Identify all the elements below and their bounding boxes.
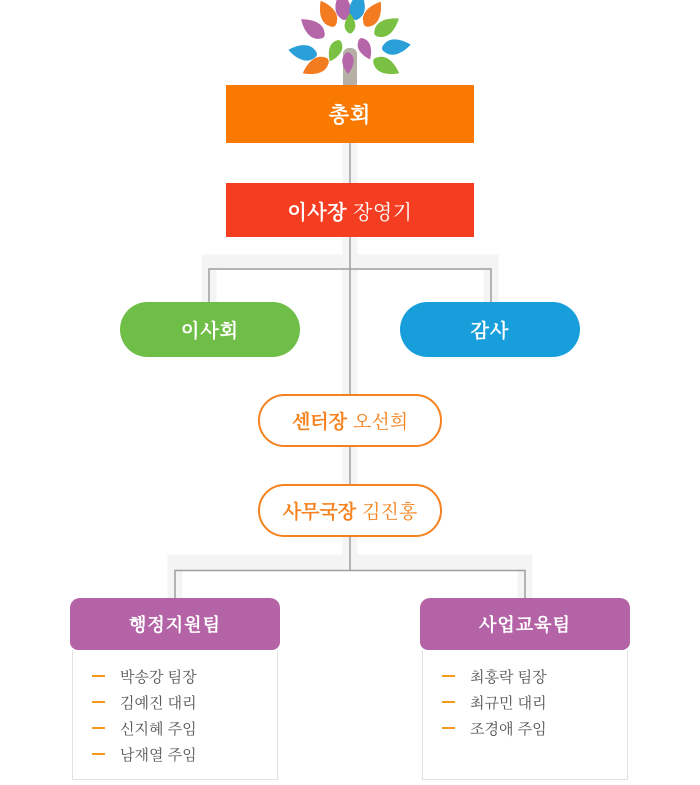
tree-crown (287, 0, 412, 80)
dash-bullet-icon (92, 753, 105, 755)
member-item (423, 715, 627, 741)
secretary-general-name: 김진홍 (362, 502, 418, 523)
dash-bullet-icon (92, 701, 105, 703)
dash-bullet-icon (442, 675, 455, 677)
member-name: 박송강 팀장 (120, 668, 197, 686)
team-admin-support-header (70, 598, 280, 650)
node-board-label: 이사회 (180, 321, 240, 342)
dash-bullet-icon (442, 701, 455, 703)
team-business-education-member-list (422, 650, 628, 780)
node-secretary-general (258, 484, 442, 537)
center-director-name: 오선희 (353, 412, 409, 433)
dash-bullet-icon (442, 727, 455, 729)
member-name: 김예진 대리 (120, 694, 197, 712)
team-admin-support-title: 행정지원팀 (129, 615, 221, 635)
team-admin-support-member-list (72, 650, 278, 780)
team-business-education-title: 사업교육팀 (479, 615, 571, 635)
node-chairman (226, 183, 474, 237)
node-auditor-label: 감사 (470, 321, 510, 342)
member-name: 최규민 대리 (470, 694, 547, 712)
member-name: 조경애 주임 (470, 720, 547, 738)
node-center-director (258, 394, 442, 447)
chairman-title: 이사장 (287, 201, 347, 224)
node-auditor (400, 302, 580, 357)
node-board (120, 302, 300, 357)
dash-bullet-icon (92, 675, 105, 677)
center-director-title: 센터장 (291, 412, 347, 433)
member-item (423, 689, 627, 715)
member-item (423, 663, 627, 689)
member-name: 신지혜 주임 (120, 720, 197, 738)
team-business-education-header (420, 598, 630, 650)
node-general-assembly (226, 85, 474, 143)
node-general-assembly-label: 총회 (328, 104, 372, 127)
tree-logo-icon (280, 0, 420, 90)
member-name: 최홍락 팀장 (470, 668, 547, 686)
member-name: 남재열 주임 (120, 746, 197, 764)
member-item (73, 689, 277, 715)
chairman-name: 장영기 (353, 201, 413, 224)
member-item (73, 663, 277, 689)
member-item (73, 741, 277, 767)
secretary-general-title: 사무국장 (282, 502, 357, 523)
dash-bullet-icon (92, 727, 105, 729)
member-item (73, 715, 277, 741)
